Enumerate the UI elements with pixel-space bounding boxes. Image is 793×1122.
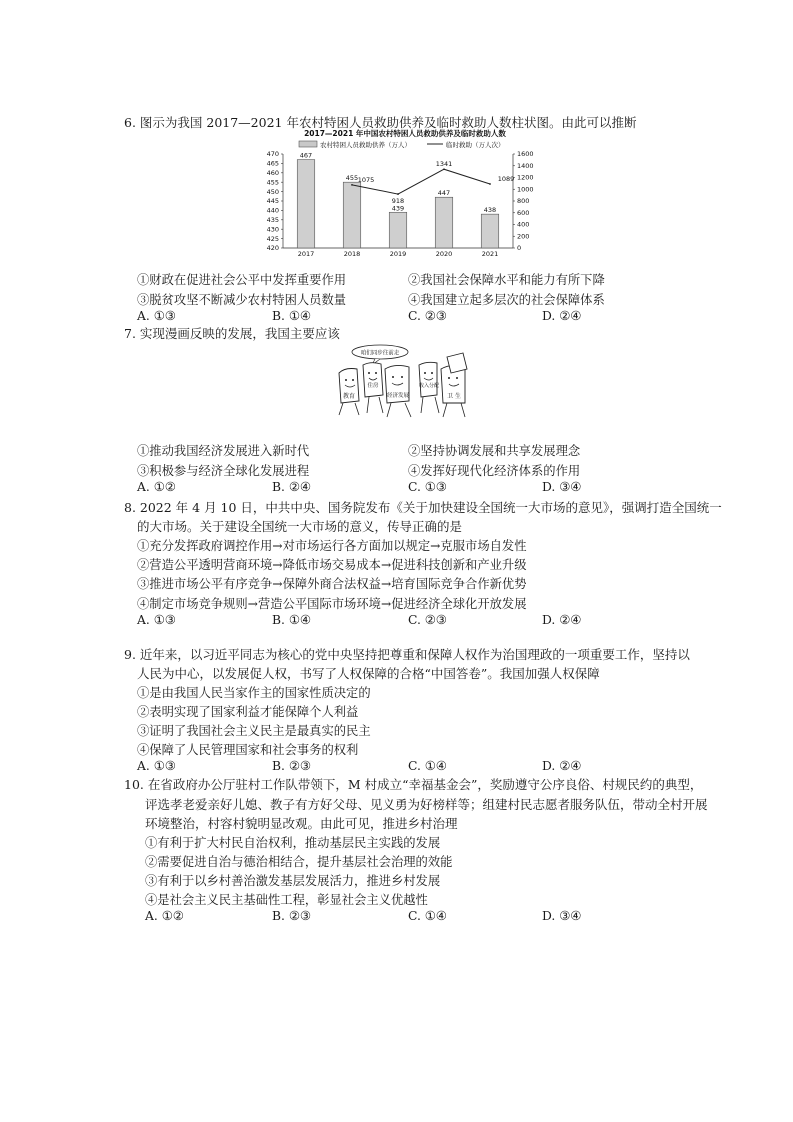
cartoon-label-health: 卫 生 xyxy=(447,393,461,400)
bar xyxy=(481,214,498,248)
bar xyxy=(343,182,360,248)
q10-stem-line1: 10. 在省政府办公厅驻村工作队带领下，M 村成立“幸福基金会”，奖励遵守公序良俗、村规民约的典型， xyxy=(124,777,703,792)
right-tick-label: 1400 xyxy=(517,161,534,170)
q8-stem-line2: 的大市场。关于建设全国统一大市场的意义，传导正确的是 xyxy=(137,519,463,534)
right-tick-label: 800 xyxy=(517,197,530,206)
q9-choice-d: D. ②④ xyxy=(542,759,582,773)
x-tick-label: 2021 xyxy=(481,250,499,258)
cartoon-label-education: 教育 xyxy=(342,393,356,400)
chart-title: 2017—2021 年中国农村特困人员救助供养及临时救助人数 xyxy=(304,129,506,138)
left-tick-label: 460 xyxy=(266,169,279,177)
q6-choice-c: C. ②③ xyxy=(408,309,447,323)
left-tick-label: 465 xyxy=(266,159,279,168)
line-value-label: 1089 xyxy=(497,175,515,184)
left-tick-label: 440 xyxy=(266,206,279,215)
bar-value-label: 447 xyxy=(437,189,451,198)
line-value-label: 1075 xyxy=(357,175,375,184)
q6-choice-b: B. ①④ xyxy=(272,309,311,323)
bar-value-label: 439 xyxy=(391,204,405,213)
left-tick-label: 450 xyxy=(266,187,279,196)
right-tick-label: 1600 xyxy=(517,150,534,159)
bar-chart xyxy=(255,127,555,267)
legend-bar-swatch xyxy=(299,141,317,147)
right-tick-label: 600 xyxy=(517,208,530,217)
cartoon-speech-bubble: 咱们同步往前走 xyxy=(360,350,400,357)
line-point xyxy=(443,168,445,170)
q6-option-2: ②我国社会保障水平和能力有所下降 xyxy=(408,273,605,287)
q7-choice-a: A. ①② xyxy=(137,480,176,494)
bar-value-label: 455 xyxy=(345,174,359,183)
q9-option-2: ②表明实现了国家利益才能保障个人利益 xyxy=(137,705,359,719)
q6-option-4: ④我国建立起多层次的社会保障体系 xyxy=(408,293,605,307)
cartoon-label-economy: 经济发展 xyxy=(386,393,410,399)
line-point xyxy=(351,184,353,186)
bar-value-label: 467 xyxy=(299,151,313,160)
q6-option-3: ③脱贫攻坚不断减少农村特困人员数量 xyxy=(137,293,347,307)
chart-legend xyxy=(299,140,505,149)
left-tick-label: 455 xyxy=(266,178,279,187)
q10-option-1: ①有利于扩大村民自治权利，推动基层民主实践的发展 xyxy=(145,836,441,850)
left-tick-label: 425 xyxy=(266,234,279,243)
q10-choice-c: C. ①④ xyxy=(408,909,447,923)
q9-choice-c: C. ①④ xyxy=(408,759,447,773)
q10-choice-a: A. ①② xyxy=(145,909,184,923)
q10-stem-line3: 环境整治，村容村貌明显改观。由此可见，推进乡村治理 xyxy=(145,816,458,831)
q6-choice-d: D. ②④ xyxy=(542,309,582,323)
q6-choice-a: A. ①③ xyxy=(137,309,176,323)
left-tick-label: 470 xyxy=(266,150,279,159)
q9-stem-line1: 9. 近年来，以习近平同志为核心的党中央坚持把尊重和保障人权作为治国理政的一项重要工作，坚持以 xyxy=(124,647,690,662)
q6-option-1: ①财政在促进社会公平中发挥重要作用 xyxy=(137,273,347,287)
q9-choice-b: B. ②③ xyxy=(272,759,311,773)
cartoon-illustration xyxy=(325,343,485,423)
cartoon-label-income: 收入分配 xyxy=(418,383,440,389)
q10-option-4: ④是社会主义民主基础性工程，彰显社会主义优越性 xyxy=(145,893,428,907)
q7-stem: 7. 实现漫画反映的发展，我国主要应该 xyxy=(124,326,340,341)
right-tick-label: 1200 xyxy=(517,173,534,182)
line-point xyxy=(397,193,399,195)
line-value-label: 918 xyxy=(391,197,405,206)
line-value-label: 1341 xyxy=(435,160,453,169)
q8-stem-line1: 8. 2022 年 4 月 10 日，中共中央、国务院发布《关于加快建设全国统一大市场的意见》，强调打造全国统一 xyxy=(124,500,722,515)
q7-choice-d: D. ③④ xyxy=(542,480,582,494)
q8-choice-c: C. ②③ xyxy=(408,613,447,627)
q10-option-3: ③有利于以乡村善治激发基层发展活力，推进乡村发展 xyxy=(145,874,441,888)
right-tick-label: 200 xyxy=(517,232,530,241)
q6-stem: 6. 图示为我国 2017—2021 年农村特困人员救助供养及临时救助人数柱状图。由此可以推断 xyxy=(124,115,637,130)
left-tick-label: 445 xyxy=(266,197,279,206)
q7-choice-b: B. ②④ xyxy=(272,480,311,494)
x-tick-label: 2017 xyxy=(297,250,315,258)
x-tick-label: 2018 xyxy=(343,250,361,258)
legend-label-bar: 农村特困人员救助供养（万人） xyxy=(320,141,411,149)
q7-option-1: ①推动我国经济发展进入新时代 xyxy=(137,444,310,458)
bar xyxy=(389,212,406,248)
left-tick-label: 420 xyxy=(266,244,279,253)
q10-choice-d: D. ③④ xyxy=(542,909,582,923)
x-tick-label: 2019 xyxy=(389,250,407,258)
q8-option-3: ③推进市场公平有序竞争→保障外商合法权益→培育国际竞争合作新优势 xyxy=(137,577,527,591)
right-tick-label: 1000 xyxy=(517,185,534,194)
bar xyxy=(297,160,314,248)
q7-choice-c: C. ①③ xyxy=(408,480,447,494)
x-tick-label: 2020 xyxy=(435,250,453,258)
q10-choice-b: B. ②③ xyxy=(272,909,311,923)
q9-choice-a: A. ①③ xyxy=(137,759,176,773)
q8-choice-b: B. ①④ xyxy=(272,613,311,627)
q8-option-2: ②营造公平透明营商环境→降低市场交易成本→促进科技创新和产业升级 xyxy=(137,558,527,572)
q10-stem-line2: 评选孝老爱亲好儿媳、教子有方好父母、见义勇为好榜样等；组建村民志愿者服务队伍，带动全村开展 xyxy=(145,797,708,812)
q9-stem-line2: 人民为中心，以发展促人权，书写了人权保障的合格“中国答卷”。我国加强人权保障 xyxy=(137,666,600,681)
line-point xyxy=(489,183,491,185)
legend-label-line: 临时救助（万人次） xyxy=(446,141,505,149)
q9-option-4: ④保障了人民管理国家和社会事务的权利 xyxy=(137,743,359,757)
q8-option-1: ①充分发挥政府调控作用→对市场运行各方面加以规定→克服市场自发性 xyxy=(137,539,527,553)
bar xyxy=(435,197,452,248)
right-tick-label: 400 xyxy=(517,220,530,229)
q8-choice-d: D. ②④ xyxy=(542,613,582,627)
q9-option-3: ③证明了我国社会主义民主是最真实的民主 xyxy=(137,724,371,738)
cartoon-label-housing: 住房 xyxy=(367,383,379,389)
q10-option-2: ②需要促进自治与德治相结合，提升基层社会治理的效能 xyxy=(145,855,453,869)
q7-option-4: ④发挥好现代化经济体系的作用 xyxy=(408,464,581,478)
q7-option-2: ②坚持协调发展和共享发展理念 xyxy=(408,444,581,458)
q8-option-4: ④制定市场竞争规则→营造公平国际市场环境→促进经济全球化开放发展 xyxy=(137,597,527,611)
q8-choice-a: A. ①③ xyxy=(137,613,176,627)
left-tick-label: 435 xyxy=(266,216,279,224)
right-tick-label: 0 xyxy=(517,244,522,253)
q7-option-3: ③积极参与经济全球化发展进程 xyxy=(137,464,310,478)
bar-value-label: 438 xyxy=(483,206,497,215)
q9-option-1: ①是由我国人民当家作主的国家性质决定的 xyxy=(137,686,371,700)
left-tick-label: 430 xyxy=(266,225,279,234)
